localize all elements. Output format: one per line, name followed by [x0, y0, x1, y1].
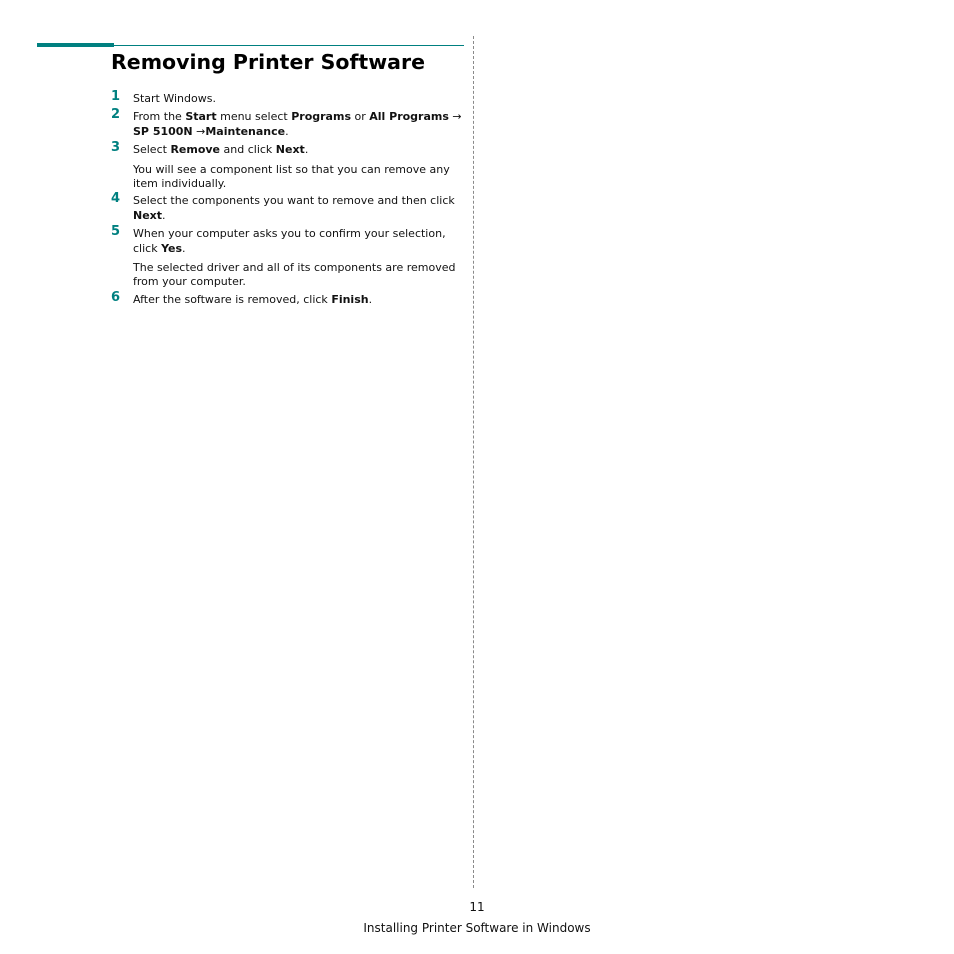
ui-term: Finish [331, 293, 369, 306]
text-run: . [304, 143, 309, 156]
column-divider [473, 36, 474, 888]
page-title: Removing Printer Software [111, 50, 425, 74]
step-text-continued [133, 208, 166, 223]
step-note: The selected driver and all of its components are removed [133, 261, 456, 274]
ui-term: Remove [170, 143, 221, 156]
step-note: item individually. [133, 177, 227, 190]
step-note: You will see a component list so that you can remove any [133, 163, 450, 176]
ui-term: SP 5100N [133, 125, 193, 138]
text-run: From the [133, 110, 186, 123]
step-text [133, 292, 372, 307]
step-number: 6 [111, 290, 121, 305]
ui-term: Maintenance [205, 125, 286, 138]
step-number: 2 [111, 107, 121, 122]
text-run: After the software is removed, click [133, 293, 332, 306]
text-run: and click [220, 143, 276, 156]
text-run: Start Windows. [133, 92, 216, 105]
page-number: 11 [469, 900, 485, 914]
footer-section-title: Installing Printer Software in Windows [363, 921, 591, 935]
step-text: Select the components you want to remove and then click [133, 194, 455, 207]
header-accent-bar [37, 43, 114, 47]
step-text: When your computer asks you to confirm your selection, [133, 227, 446, 240]
step-number: 4 [111, 191, 121, 206]
step-text [133, 109, 462, 124]
text-run: click [133, 242, 162, 255]
text-run: or [351, 110, 370, 123]
text-run: . [368, 293, 373, 306]
header-rule [114, 45, 464, 46]
step-text [133, 91, 216, 106]
text-run: . [162, 209, 166, 222]
text-run: Select [133, 143, 171, 156]
step-text-continued [133, 241, 186, 256]
arrow-glyph: → [448, 110, 462, 123]
step-number: 5 [111, 224, 121, 239]
step-number: 3 [111, 140, 121, 155]
text-run: . [285, 125, 289, 138]
ui-term: All Programs [369, 110, 449, 123]
arrow-glyph: → [192, 125, 206, 138]
ui-term: Programs [291, 110, 351, 123]
ui-term: Yes [161, 242, 183, 255]
step-text-continued [133, 124, 289, 139]
ui-term: Next [133, 209, 163, 222]
ui-term: Start [185, 110, 217, 123]
step-note: from your computer. [133, 275, 246, 288]
step-text [133, 142, 308, 157]
step-number: 1 [111, 89, 121, 104]
ui-term: Next [275, 143, 305, 156]
text-run: . [182, 242, 186, 255]
text-run: menu select [216, 110, 292, 123]
